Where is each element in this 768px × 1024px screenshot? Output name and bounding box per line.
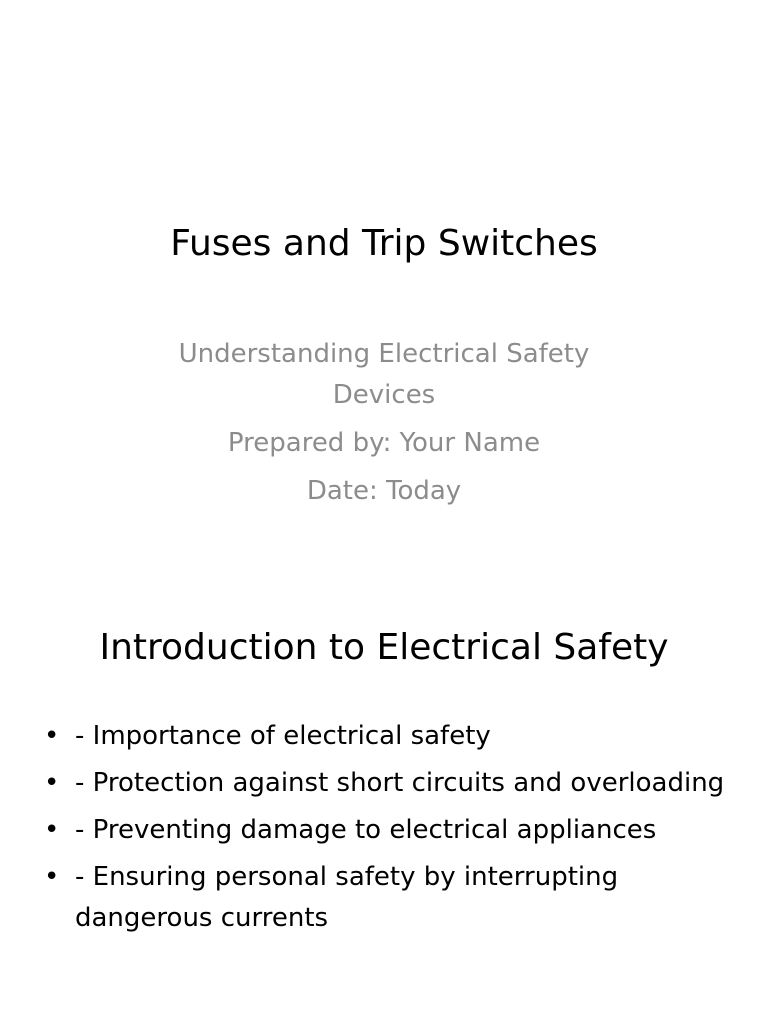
bullet-text: - Preventing damage to electrical appliances — [75, 815, 657, 845]
bullet-item — [44, 810, 734, 851]
subtitle-line: Understanding Electrical Safety Devices — [178, 339, 590, 410]
bullet-item — [44, 857, 734, 939]
bullet-item — [44, 763, 734, 804]
bullet-item — [44, 716, 734, 757]
bullet-text: - Importance of electrical safety — [75, 721, 491, 751]
subtitle-line: Date: Today — [306, 476, 462, 506]
bullet-text: - Protection against short circuits and overloading — [75, 768, 725, 798]
content-slide — [0, 576, 768, 1024]
slide-title: Introduction to Electrical Safety — [99, 627, 669, 668]
slide-title: Fuses and Trip Switches — [170, 223, 598, 264]
bullet-text: - Ensuring personal safety by interrupting dangerous currents — [75, 862, 619, 933]
bullet-icon: • — [44, 815, 60, 845]
bullet-icon: • — [44, 862, 60, 892]
bullet-list — [44, 716, 734, 945]
slide-subtitle — [150, 334, 618, 519]
bullet-icon: • — [44, 721, 60, 751]
subtitle-line: Prepared by: Your Name — [227, 428, 541, 458]
bullet-icon: • — [44, 768, 60, 798]
